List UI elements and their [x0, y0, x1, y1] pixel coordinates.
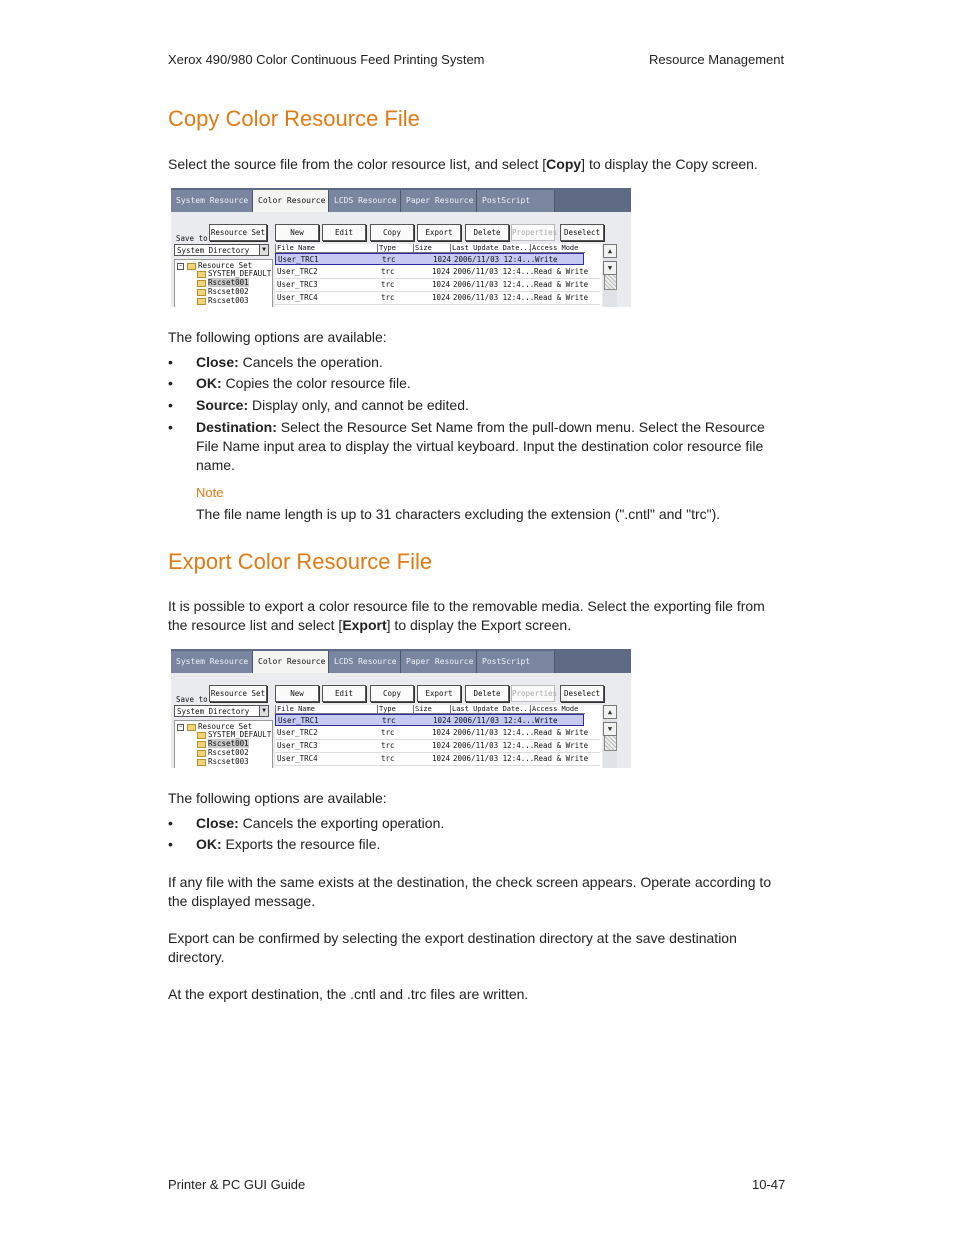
- column-header[interactable]: File Name: [277, 244, 315, 252]
- column-header[interactable]: Last Update Date...: [452, 705, 533, 713]
- copy-options-intro: The following options are available:: [168, 329, 387, 345]
- tree-item[interactable]: SYSTEM_DEFAULT: [197, 269, 271, 278]
- delete-button[interactable]: Delete: [465, 224, 509, 241]
- folder-icon: [197, 280, 206, 287]
- tab-bar: [171, 649, 631, 673]
- scrollbar[interactable]: [603, 705, 617, 768]
- tree-root[interactable]: − Resource Set: [178, 261, 253, 270]
- export-button[interactable]: Export: [417, 685, 461, 702]
- tree-item[interactable]: SYSTEM_DEFAULT: [197, 730, 271, 739]
- tab-postscript-font[interactable]: PostScript: [477, 190, 555, 212]
- scroll-up-icon[interactable]: ▲: [603, 705, 617, 719]
- resource-set-button[interactable]: Resource Set: [209, 224, 267, 241]
- column-header[interactable]: Type: [379, 244, 396, 252]
- export-para-duplicate: If any file with the same exists at the destination, the check screen appears. Operate according to the displayed message.: [168, 874, 772, 909]
- delete-button[interactable]: Delete: [465, 685, 509, 702]
- screenshot-copy: [171, 188, 631, 307]
- edit-button[interactable]: Edit: [322, 685, 366, 702]
- deselect-button[interactable]: Deselect: [560, 224, 604, 241]
- tab-paper-resource[interactable]: Paper Resource: [401, 190, 477, 212]
- tree-item[interactable]: Rscset001: [197, 739, 249, 748]
- scroll-down-icon[interactable]: ▼: [603, 261, 617, 275]
- tab-paper-resource[interactable]: Paper Resource: [401, 651, 477, 673]
- export-para-confirm: Export can be confirmed by selecting the export destination directory at the save destination directory.: [168, 930, 737, 965]
- file-table: [275, 705, 602, 768]
- properties-button[interactable]: Properties: [511, 224, 555, 241]
- table-row[interactable]: User_TRC2 trc 1024 2006/11/03 12:4... Read & Write: [275, 727, 600, 740]
- directory-select[interactable]: System Directory ▼: [174, 244, 269, 256]
- collapse-icon[interactable]: −: [178, 262, 182, 269]
- column-header[interactable]: Size: [415, 244, 432, 252]
- export-button[interactable]: Export: [417, 224, 461, 241]
- resource-panel: [171, 673, 631, 768]
- running-header-section: Resource Management: [649, 52, 785, 67]
- directory-select[interactable]: System Directory ▼: [174, 705, 269, 717]
- file-table: [275, 244, 602, 307]
- folder-icon: [197, 741, 206, 748]
- table-row[interactable]: User_TRC3 trc 1024 2006/11/03 12:4... Read & Write: [275, 279, 600, 292]
- column-header[interactable]: Access Mode: [532, 244, 579, 252]
- folder-icon: [187, 263, 196, 270]
- tab-lcds-resource[interactable]: LCDS Resource: [329, 651, 401, 673]
- tree-item[interactable]: Rscset002: [197, 287, 249, 296]
- table-row[interactable]: User_TRC1 trc 1024 2006/11/03 12:4... Write: [275, 714, 584, 726]
- new-button[interactable]: New: [275, 224, 319, 241]
- resource-set-tree: [174, 720, 273, 768]
- table-header: [275, 244, 585, 253]
- new-button[interactable]: New: [275, 685, 319, 702]
- tab-color-resource[interactable]: Color Resource: [253, 190, 329, 213]
- chevron-down-icon[interactable]: ▼: [259, 245, 268, 255]
- tree-item[interactable]: Rscset003: [197, 296, 249, 305]
- tree-item[interactable]: Rscset001: [197, 278, 249, 287]
- copy-intro: Select the source file from the color resource list, and select [Copy] to display the Copy screen.: [168, 156, 758, 172]
- collapse-icon[interactable]: −: [178, 723, 182, 730]
- save-to-label: Save to: [176, 695, 208, 704]
- resource-panel: [171, 212, 631, 307]
- table-row[interactable]: User_TRC4 trc 1024 2006/11/03 12:4... Read & Write: [275, 292, 600, 305]
- tab-system-resource[interactable]: System Resource: [171, 190, 253, 212]
- page-number: 10-47: [752, 1177, 786, 1192]
- edit-button[interactable]: Edit: [322, 224, 366, 241]
- resource-set-tree: [174, 259, 273, 307]
- screenshot-export: [171, 649, 631, 768]
- table-header: [275, 705, 585, 714]
- tree-item[interactable]: Rscset002: [197, 748, 249, 757]
- folder-icon: [187, 724, 196, 731]
- table-row[interactable]: User_TRC4 trc 1024 2006/11/03 12:4... Read & Write: [275, 753, 600, 766]
- footer-guide-name: Printer & PC GUI Guide: [168, 1177, 306, 1192]
- tree-root[interactable]: − Resource Set: [178, 722, 253, 731]
- section-title-export: Export Color Resource File: [168, 549, 433, 574]
- note-text: The file name length is up to 31 characters excluding the extension (".cntl" and "trc").: [196, 506, 721, 522]
- column-header[interactable]: Size: [415, 705, 432, 713]
- export-intro: It is possible to export a color resource file to the removable media. Select the exporting file from the resource list and select [Export] to display the Export screen.: [168, 598, 765, 633]
- column-header[interactable]: Last Update Date...: [452, 244, 533, 252]
- table-row[interactable]: User_TRC1 trc 1024 2006/11/03 12:4... Write: [275, 253, 584, 265]
- copy-button[interactable]: Copy: [370, 224, 414, 241]
- folder-icon: [197, 759, 206, 766]
- table-row[interactable]: User_TRC2 trc 1024 2006/11/03 12:4... Read & Write: [275, 266, 600, 279]
- tab-lcds-resource[interactable]: LCDS Resource: [329, 190, 401, 212]
- tab-color-resource[interactable]: Color Resource: [253, 651, 329, 674]
- scrollbar[interactable]: [603, 244, 617, 307]
- tab-system-resource[interactable]: System Resource: [171, 651, 253, 673]
- section-title-copy: Copy Color Resource File: [168, 106, 420, 131]
- note-label: Note: [196, 485, 224, 500]
- tab-postscript-font[interactable]: PostScript: [477, 651, 555, 673]
- resource-set-button[interactable]: Resource Set: [209, 685, 267, 702]
- column-header[interactable]: Type: [379, 705, 396, 713]
- export-para-files: At the export destination, the .cntl and .trc files are written.: [168, 986, 529, 1002]
- scroll-down-icon[interactable]: ▼: [603, 722, 617, 736]
- running-header-title: Xerox 490/980 Color Continuous Feed Printing System: [168, 52, 485, 67]
- table-row[interactable]: User_TRC3 trc 1024 2006/11/03 12:4... Read & Write: [275, 740, 600, 753]
- folder-icon: [197, 750, 206, 757]
- tree-item[interactable]: Rscset003: [197, 757, 249, 766]
- save-to-label: Save to: [176, 234, 208, 243]
- folder-icon: [197, 271, 206, 278]
- column-header[interactable]: Access Mode: [532, 705, 579, 713]
- deselect-button[interactable]: Deselect: [560, 685, 604, 702]
- scroll-up-icon[interactable]: ▲: [603, 244, 617, 258]
- copy-button[interactable]: Copy: [370, 685, 414, 702]
- folder-icon: [197, 289, 206, 296]
- tab-bar: [171, 188, 631, 212]
- export-options-intro: The following options are available:: [168, 790, 387, 806]
- column-header[interactable]: File Name: [277, 705, 315, 713]
- chevron-down-icon[interactable]: ▼: [259, 706, 268, 716]
- properties-button[interactable]: Properties: [511, 685, 555, 702]
- folder-icon: [197, 732, 206, 739]
- folder-icon: [197, 298, 206, 305]
